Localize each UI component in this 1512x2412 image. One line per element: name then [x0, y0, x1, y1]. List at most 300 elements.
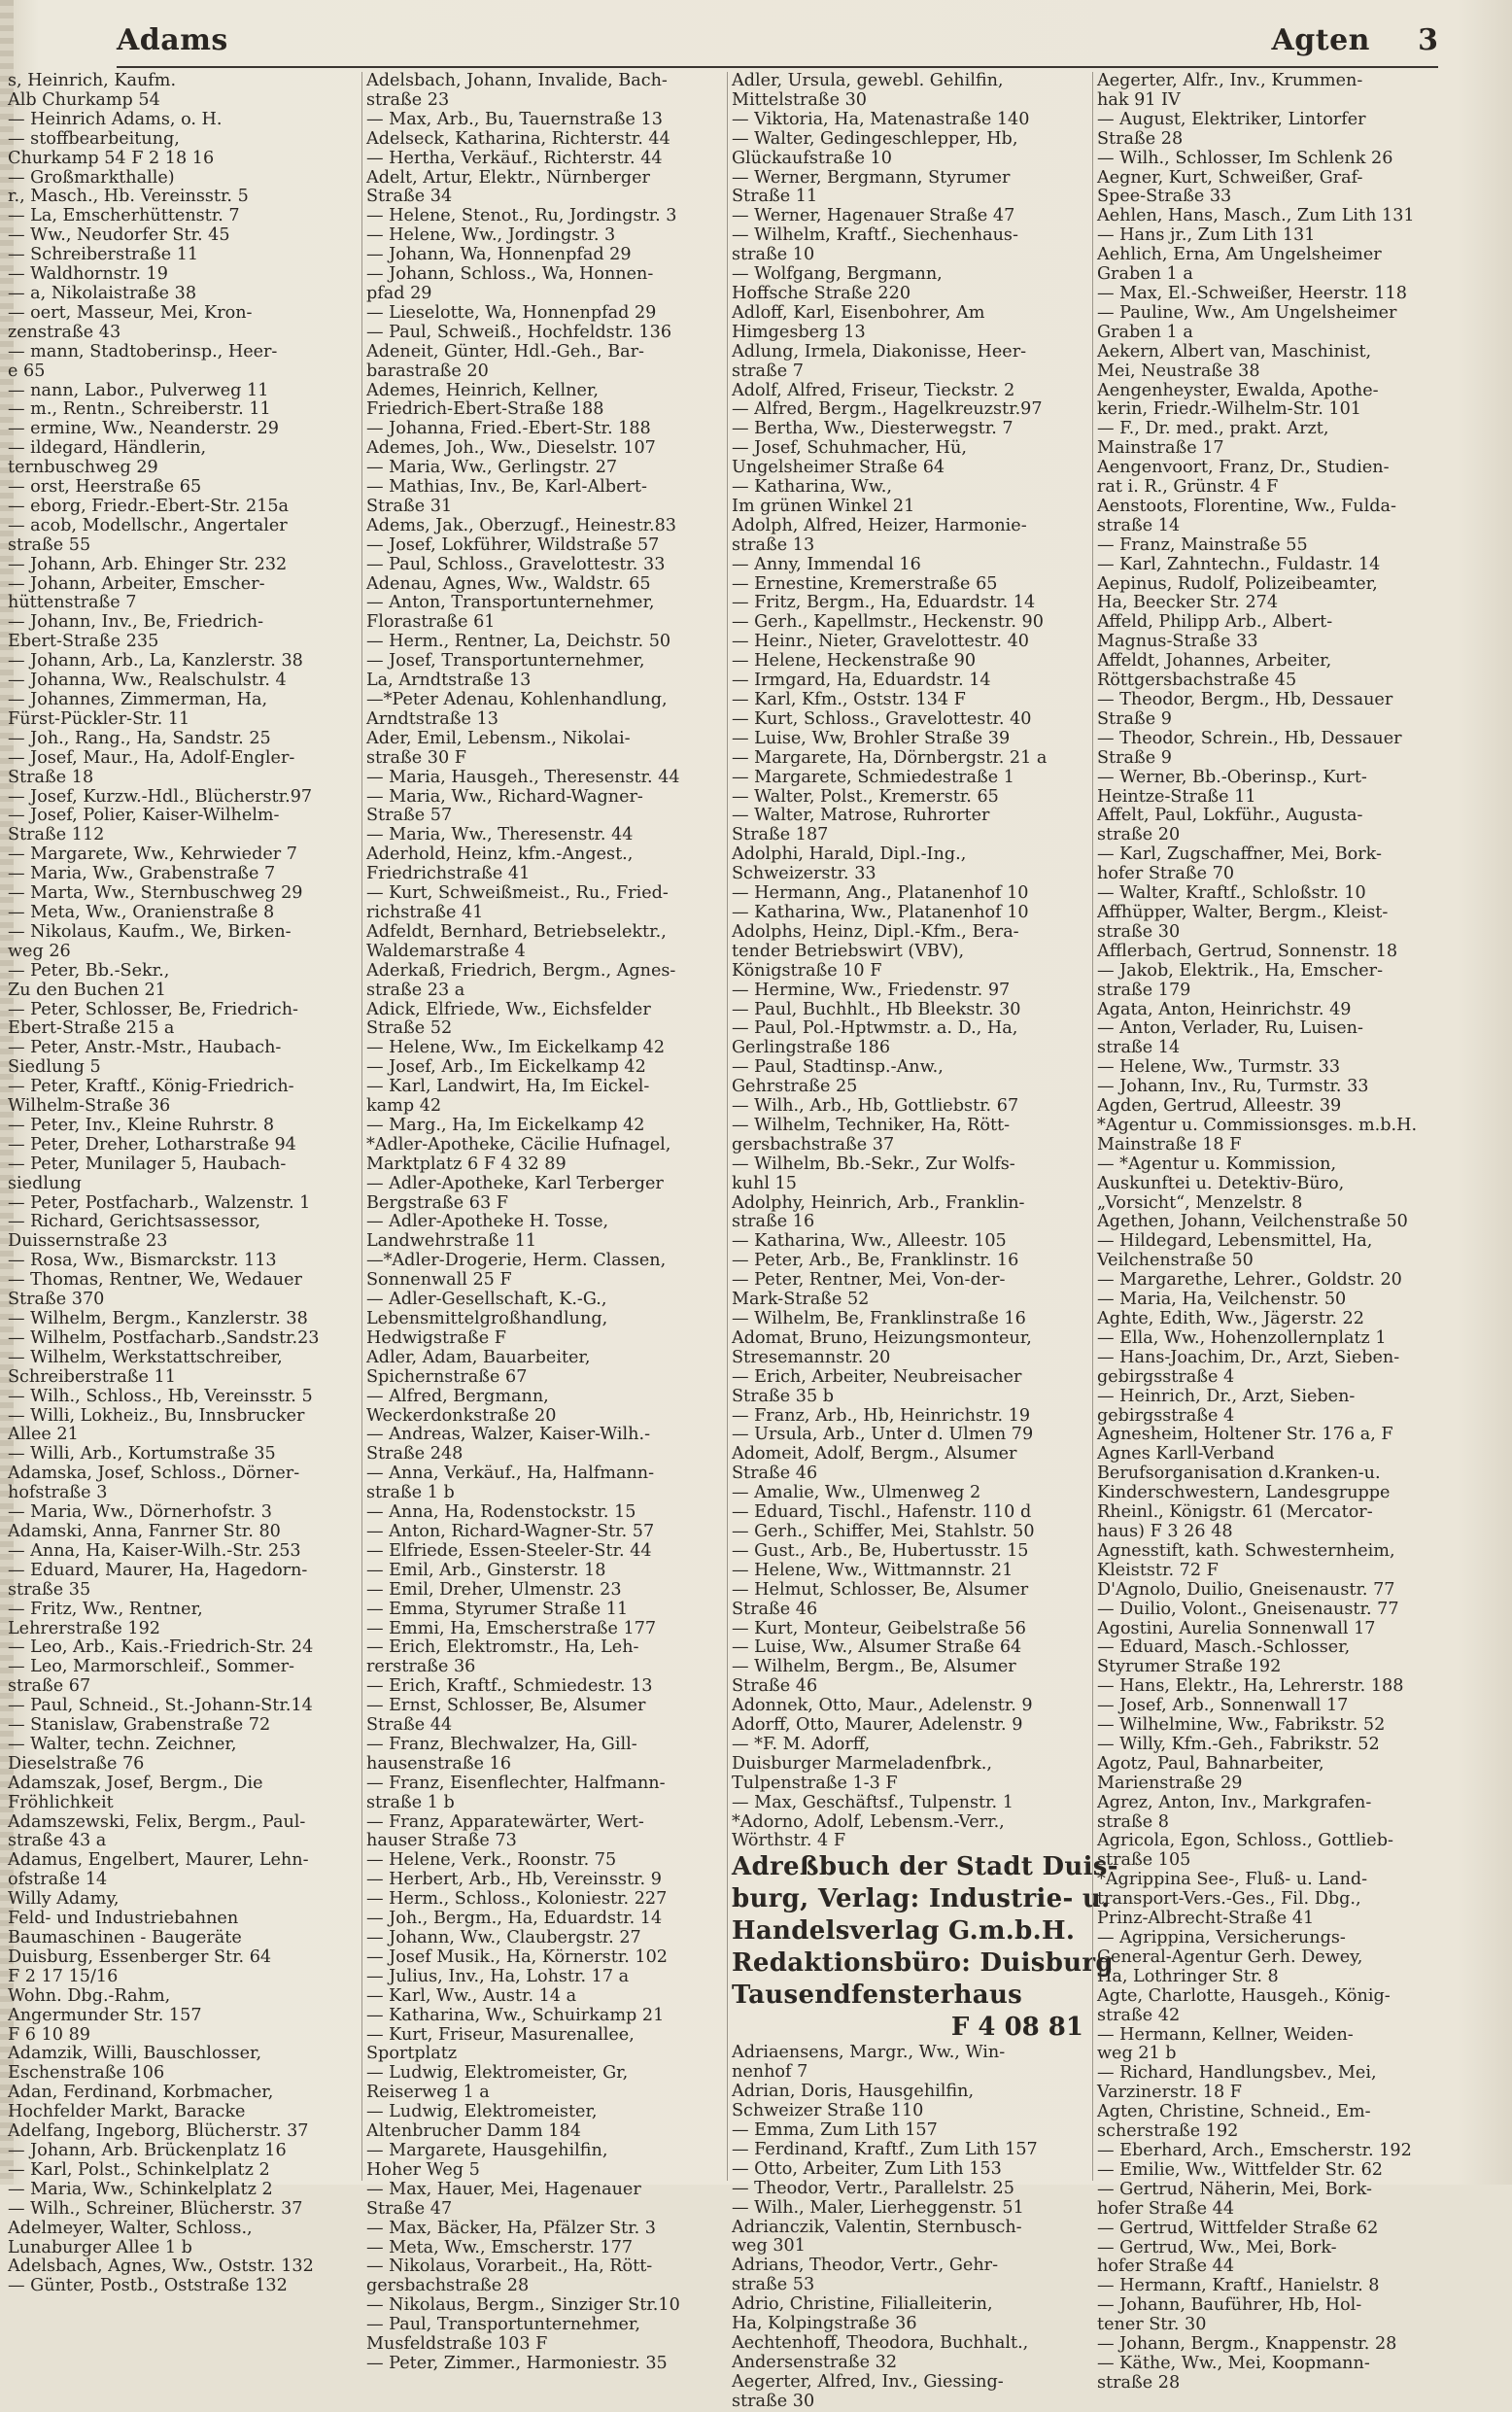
directory-entry-line: — Joh., Bergm., Ha, Eduardstr. 14	[366, 1909, 663, 1929]
directory-entry-line: — Irmgard, Ha, Eduardstr. 14	[732, 671, 991, 691]
directory-entry-line: — Johann, Schloss., Wa, Honnen-	[366, 264, 654, 285]
directory-entry-line: — Wolfgang, Bergmann,	[732, 264, 943, 285]
directory-entry-line: Veilchenstraße 50	[1097, 1251, 1254, 1271]
directory-entry-line: — Walter, Gedingeschlepper, Hb,	[732, 128, 1018, 149]
directory-entry-line: F 4 08 81	[950, 2013, 1083, 2043]
directory-entry-line: — Johann, Arb. Ehinger Str. 232	[8, 554, 288, 574]
directory-entry-line: — Karl, Ww., Austr. 14 a	[366, 1985, 577, 2006]
directory-entry-line: Adreßbuch der Stadt Duis-	[732, 1852, 1118, 1882]
directory-entry-line: — Luise, Ww., Alsumer Straße 64	[732, 1637, 1022, 1658]
directory-entry-line: Bergstraße 63 F	[366, 1192, 508, 1213]
directory-entry-line: —*Adler-Drogerie, Herm. Classen,	[366, 1251, 667, 1271]
directory-entry-line: Adamska, Josef, Schloss., Dörner-	[8, 1464, 300, 1484]
directory-entry-line: Gehrstraße 25	[732, 1077, 858, 1097]
directory-entry-line: — Maria, Ww., Theresenstr. 44	[366, 825, 634, 845]
directory-entry-line: — Maria, Ww., Richard-Wagner-	[366, 786, 643, 807]
column-2	[361, 71, 726, 2373]
directory-entry-line: — Jakob, Elektrik., Ha, Emscher-	[1097, 960, 1384, 981]
directory-entry-line: — m., Rentn., Schreiberstr. 11	[8, 399, 271, 420]
directory-entry-line: Siedlung 5	[8, 1057, 101, 1078]
directory-entry-line: Feld- und Industriebahnen	[8, 1909, 239, 1929]
directory-entry-line: Schweizerstr. 33	[732, 864, 876, 884]
directory-entry-line: Mark-Straße 52	[732, 1290, 870, 1310]
directory-entry-line: Aepinus, Rudolf, Polizeibeamter,	[1097, 573, 1378, 594]
directory-entry-line: — Waldhornstr. 19	[8, 264, 168, 285]
directory-entry-line: — Kurt, Schweißmeist., Ru., Fried-	[366, 883, 669, 904]
directory-entry-line: Straße 187	[732, 825, 829, 845]
directory-entry-line: — Erich, Arbeiter, Neubreisacher	[732, 1366, 1022, 1387]
directory-entry-line: Lebensmittelgroßhandlung,	[366, 1309, 608, 1328]
directory-entry-line: — Johann, Bergm., Knappenstr. 28	[1097, 2334, 1397, 2355]
directory-entry-line: Adamus, Engelbert, Maurer, Lehn-	[8, 1850, 309, 1871]
directory-entry-line: Altenbrucher Damm 184	[366, 2121, 581, 2142]
directory-entry-line: — Theodor, Bergm., Hb, Dessauer	[1097, 690, 1393, 709]
directory-entry-line: Hoffsche Straße 220	[732, 283, 911, 303]
directory-entry-line: — Ludwig, Elektromeister,	[366, 2102, 598, 2122]
directory-entry-line: — Adler-Gesellschaft, K.-G.,	[366, 1290, 607, 1310]
directory-entry-line: Aengenvoort, Franz, Dr., Studien-	[1097, 458, 1390, 478]
directory-entry-line: — Maria, Ww., Schinkelplatz 2	[8, 2179, 273, 2199]
directory-entry-line: — Günter, Postb., Oststraße 132	[8, 2276, 288, 2296]
directory-entry-line: straße 23 a	[366, 980, 465, 1000]
directory-entry-line: *Adler-Apotheke, Cäcilie Hufnagel,	[366, 1134, 671, 1154]
directory-entry-line: — Wilhelm, Kraftf., Siechenhaus-	[732, 225, 1018, 246]
directory-entry-line: — Heinrich, Dr., Arzt, Sieben-	[1097, 1386, 1356, 1406]
directory-entry-line: Aderhold, Heinz, kfm.-Angest.,	[366, 844, 634, 865]
directory-entry-line: — Wilh., Schreiner, Blücherstr. 37	[8, 2198, 303, 2219]
header-last-name: Agten	[1271, 23, 1370, 57]
directory-entry-line: — Johannes, Zimmerman, Ha,	[8, 690, 268, 709]
directory-entry-line: — Bertha, Ww., Diesterwegstr. 7	[732, 419, 1014, 439]
directory-entry-line: Ha, Kolpingstraße 36	[732, 2314, 917, 2334]
directory-entry-line: weg 21 b	[1097, 2044, 1177, 2064]
directory-entry-line: Straße 46	[732, 1599, 818, 1619]
directory-entry-line: — Meta, Ww., Oranienstraße 8	[8, 902, 275, 922]
directory-entry-line: Angermunder Str. 157	[8, 2005, 202, 2025]
directory-entry-line: Schreiberstraße 11	[8, 1366, 176, 1387]
directory-entry-line: — Wilhelm, Techniker, Ha, Rött-	[732, 1115, 1011, 1135]
directory-entry-line: General-Agentur Gerh. Dewey,	[1097, 1947, 1363, 1967]
directory-entry-line: — Agrippina, Versicherungs-	[1097, 1928, 1346, 1947]
directory-entry-line: — Elfriede, Essen-Steeler-Str. 44	[366, 1540, 652, 1561]
directory-entry-line: Agricola, Egon, Schloss., Gottlieb-	[1097, 1831, 1393, 1851]
directory-entry-line: — Kurt, Schloss., Gravelottestr. 40	[732, 708, 1032, 729]
directory-entry-line: Andersenstraße 32	[732, 2352, 898, 2372]
directory-entry-line: Adriaensens, Margr., Ww., Win-	[732, 2043, 1006, 2063]
directory-entry-line: Straße 44	[366, 1715, 453, 1736]
directory-entry-line: — Richard, Handlungsbev., Mei,	[1097, 2063, 1377, 2084]
directory-entry-line: ofstraße 14	[8, 1870, 108, 1890]
directory-entry-line: Hochfelder Markt, Baracke	[8, 2102, 246, 2122]
directory-entry-line: — Walter, Matrose, Ruhrorter	[732, 806, 990, 826]
directory-entry-line: straße 42	[1097, 2005, 1181, 2025]
directory-columns	[8, 71, 1436, 2411]
directory-entry-line: — Marg., Ha, Im Eickelkamp 42	[366, 1115, 645, 1135]
directory-entry-line: straße 30 F	[366, 747, 466, 768]
directory-entry-line: zenstraße 43	[8, 322, 121, 342]
directory-entry-line: — Peter, Rentner, Mei, Von-der-	[732, 1270, 1006, 1291]
directory-entry-line: straße 7	[732, 361, 804, 381]
directory-entry-line: — Kurt, Friseur, Masurenallee,	[366, 2024, 635, 2045]
directory-entry-line: Straße 370	[8, 1290, 105, 1310]
directory-entry-line: — Josef, Maur., Ha, Adolf-Engler-	[8, 747, 295, 768]
directory-entry-line: Adonnek, Otto, Maur., Adelenstr. 9	[732, 1696, 1033, 1716]
directory-entry-line: *Agentur u. Commissionsges. m.b.H.	[1097, 1115, 1418, 1135]
column-4	[1092, 71, 1459, 2393]
directory-entry-line: — Margarete, Ww., Kehrwieder 7	[8, 844, 297, 865]
directory-entry-line: — Maria, Ww., Grabenstraße 7	[8, 864, 276, 884]
directory-entry-line: siedlung	[8, 1173, 82, 1193]
directory-entry-line: Straße 31	[366, 496, 453, 516]
directory-entry-line: — Helene, Heckenstraße 90	[732, 651, 977, 672]
directory-entry-line: Ebert-Straße 215 a	[8, 1018, 175, 1039]
directory-entry-line: haus) F 3 26 48	[1097, 1521, 1233, 1541]
directory-entry-line: Affeld, Philipp Arb., Albert-	[1097, 612, 1333, 633]
directory-entry-line: — Gertrud, Wittfelder Straße 62	[1097, 2218, 1379, 2238]
directory-entry-line: — ildegard, Händlerin,	[8, 438, 207, 459]
directory-entry-line: Sonnenwall 25 F	[366, 1270, 512, 1291]
directory-entry-line: — Peter, Arb., Be, Franklinstr. 16	[732, 1251, 1019, 1271]
directory-entry-line: Kinderschwestern, Landesgruppe	[1097, 1483, 1391, 1503]
directory-entry-line: — Hertha, Verkäuf., Richterstr. 44	[366, 148, 663, 168]
directory-entry-line: La, Arndtstraße 13	[366, 671, 532, 691]
directory-entry-line: — Paul, Schneid., St.-Johann-Str.14	[8, 1696, 313, 1716]
directory-entry-line: hak 91 IV	[1097, 89, 1181, 110]
directory-entry-line: Straße 46	[732, 1676, 818, 1697]
directory-entry-line: Fröhlichkeit	[8, 1792, 114, 1812]
directory-entry-line: — Josef, Kurzw.-Hdl., Blücherstr.97	[8, 786, 313, 807]
directory-entry-line: — Maria, Ww., Gerlingstr. 27	[366, 458, 618, 478]
directory-entry-line: — Emil, Arb., Ginsterstr. 18	[366, 1560, 606, 1580]
directory-entry-line: Straße 9	[1097, 708, 1172, 729]
directory-entry-line: — Leo, Marmorschleif., Sommer-	[8, 1657, 294, 1677]
header-first-name: Adams	[117, 23, 228, 57]
directory-entry-line: Affelt, Paul, Lokführ., Augusta-	[1097, 806, 1363, 826]
directory-entry-line: — Katharina, Ww., Platanenhof 10	[732, 902, 1029, 922]
directory-entry-line: Marktplatz 6 F 4 32 89	[366, 1154, 567, 1174]
directory-entry-line: — Helene, Verk., Roonstr. 75	[366, 1850, 617, 1871]
directory-entry-line: Adamski, Anna, Fanrner Str. 80	[8, 1521, 281, 1541]
directory-entry-line: Hoher Weg 5	[366, 2159, 480, 2180]
directory-entry-line: — Anton, Richard-Wagner-Str. 57	[366, 1521, 655, 1541]
directory-entry-line: — Erich, Kraftf., Schmiedestr. 13	[366, 1676, 653, 1697]
directory-entry-line: — Margarete, Hausgehilfin,	[366, 2140, 608, 2160]
directory-entry-line: Spichernstraße 67	[366, 1366, 528, 1387]
directory-entry-line: — Nikolaus, Kaufm., We, Birken-	[8, 921, 292, 942]
directory-entry-line: Adomat, Bruno, Heizungsmonteur,	[732, 1327, 1032, 1348]
directory-entry-line: Graben 1 a	[1097, 322, 1193, 342]
directory-entry-line: Wörthstr. 4 F	[732, 1831, 846, 1851]
directory-entry-line: straße 1 b	[366, 1483, 455, 1503]
directory-entry-line: Ha, Lothringer Str. 8	[1097, 1966, 1279, 1986]
directory-entry-line: *Agrippina See-, Fluß- u. Land-	[1097, 1870, 1368, 1890]
directory-entry-line: — Josef, Arb., Sonnenwall 17	[1097, 1696, 1349, 1716]
directory-entry-line: — Nikolaus, Bergm., Sinziger Str.10	[366, 2295, 680, 2316]
directory-entry-line: — Walter, Polst., Kremerstr. 65	[732, 786, 999, 807]
directory-entry-line: Mainstraße 18 F	[1097, 1134, 1242, 1154]
directory-entry-line: — Eberhard, Arch., Emscherstr. 192	[1097, 2140, 1412, 2160]
directory-entry-line: Sportplatz	[366, 2044, 458, 2064]
directory-entry-line: — ermine, Ww., Neanderstr. 29	[8, 419, 279, 439]
directory-entry-line: kuhl 15	[732, 1173, 797, 1193]
directory-entry-line: — Lieselotte, Wa, Honnenpfad 29	[366, 302, 657, 323]
directory-entry-line: Adelmeyer, Walter, Schloss.,	[8, 2218, 253, 2238]
directory-entry-line: — Heinrich Adams, o. H.	[8, 109, 223, 129]
directory-entry-line: Adrians, Theodor, Vertr., Gehr-	[732, 2256, 999, 2276]
directory-entry-line: Aegerter, Alfred, Inv., Giessing-	[732, 2371, 1004, 2392]
directory-entry-line: — Ernestine, Kremerstraße 65	[732, 573, 998, 594]
directory-entry-line: Agnesheim, Holtener Str. 176 a, F	[1097, 1425, 1393, 1445]
directory-entry-line: Aengenheyster, Ewalda, Apothe-	[1097, 380, 1379, 400]
directory-entry-line: Redaktionsbüro: Duisburg	[732, 1948, 1114, 1979]
directory-entry-line: Röttgersbachstraße 45	[1097, 671, 1297, 691]
directory-entry-line: nenhof 7	[732, 2062, 808, 2083]
directory-entry-line: Agostini, Aurelia Sonnenwall 17	[1097, 1618, 1376, 1638]
directory-entry-line: — Willi, Lokheiz., Bu, Innsbrucker	[8, 1405, 305, 1426]
directory-entry-line: — Thomas, Rentner, We, Wedauer	[8, 1270, 302, 1291]
directory-entry-line: Königstraße 10 F	[732, 960, 882, 981]
directory-entry-line: Agden, Gertrud, Alleestr. 39	[1097, 1096, 1342, 1117]
directory-entry-line: — Peter, Schlosser, Be, Friedrich-	[8, 999, 298, 1019]
directory-entry-line: gersbachstraße 28	[366, 2276, 530, 2296]
directory-entry-line: kerin, Friedr.-Wilhelm-Str. 101	[1097, 399, 1361, 420]
directory-entry-line: — Johann, Arb., La, Kanzlerstr. 38	[8, 651, 303, 672]
directory-entry-line: — Josef Musik., Ha, Körnerstr. 102	[366, 1947, 669, 1967]
directory-entry-line: — Anny, Immendal 16	[732, 554, 921, 574]
directory-entry-line: — Max, Geschäftsf., Tulpenstr. 1	[732, 1792, 1014, 1812]
directory-entry-line: Churkamp 54 F 2 18 16	[8, 148, 215, 168]
directory-entry-line: Aehlen, Hans, Masch., Zum Lith 131	[1097, 206, 1415, 226]
directory-entry-line: Wilhelm-Straße 36	[8, 1096, 171, 1117]
directory-entry-line: Straße 11	[732, 187, 818, 207]
directory-entry-line: Rheinl., Königstr. 61 (Mercator-	[1097, 1502, 1373, 1523]
directory-entry-line: Straße 34	[366, 187, 453, 207]
directory-entry-line: Adolph, Alfred, Heizer, Harmonie-	[732, 515, 1027, 535]
directory-entry-line: pfad 29	[366, 283, 432, 303]
directory-entry-line: — Pauline, Ww., Am Ungelsheimer	[1097, 302, 1397, 323]
directory-entry-line: Eschenstraße 106	[8, 2063, 165, 2084]
directory-entry-line: — Johann, Ww., Claubergstr. 27	[366, 1928, 641, 1947]
directory-entry-line: Kleiststr. 72 F	[1097, 1560, 1219, 1580]
directory-entry-line: Adolphy, Heinrich, Arb., Franklin-	[732, 1192, 1025, 1213]
directory-entry-line: — Wilhelm, Bergm., Be, Alsumer	[732, 1657, 1016, 1677]
directory-entry-line: F 2 17 15/16	[8, 1966, 119, 1986]
directory-entry-line: scherstraße 192	[1097, 2121, 1239, 2142]
directory-entry-line: Ademes, Heinrich, Kellner,	[366, 380, 599, 400]
directory-entry-line: Spee-Straße 33	[1097, 187, 1232, 207]
directory-entry-line: Ungelsheimer Straße 64	[732, 458, 945, 478]
directory-entry-line: — orst, Heerstraße 65	[8, 477, 202, 498]
directory-entry-line: — Heinr., Nieter, Gravelottestr. 40	[732, 632, 1029, 652]
directory-entry-line: Adolphi, Harald, Dipl.-Ing.,	[732, 844, 967, 865]
directory-entry-line: — Anton, Transportunternehmer,	[366, 593, 655, 613]
directory-entry-line: Adlung, Irmela, Diakonisse, Heer-	[732, 341, 1027, 362]
directory-entry-line: — acob, Modellschr., Angertaler	[8, 515, 288, 535]
directory-entry-line: — Eduard, Tischl., Hafenstr. 110 d	[732, 1502, 1032, 1523]
directory-entry-line: weg 26	[8, 941, 71, 961]
directory-entry-line: straße 14	[1097, 515, 1181, 535]
directory-entry-line: — Mathias, Inv., Be, Karl-Albert-	[366, 477, 647, 498]
directory-entry-line: — Adler-Apotheke H. Tosse,	[366, 1212, 609, 1232]
directory-entry-line: — Paul, Buchhlt., Hb Bleekstr. 30	[732, 999, 1021, 1019]
directory-entry-line: — Franz, Apparatewärter, Wert-	[366, 1811, 644, 1832]
directory-entry-line: — Anton, Verlader, Ru, Luisen-	[1097, 1018, 1363, 1039]
directory-entry-line: — Johann, Arbeiter, Emscher-	[8, 573, 265, 594]
directory-entry-line: — Käthe, Ww., Mei, Koopmann-	[1097, 2353, 1370, 2373]
directory-entry-line: straße 16	[732, 1212, 815, 1232]
directory-entry-line: straße 14	[1097, 1038, 1181, 1058]
directory-entry-line: — Anna, Verkäuf., Ha, Halfmann-	[366, 1464, 655, 1484]
directory-entry-line: — Franz, Blechwalzer, Ha, Gill-	[366, 1734, 637, 1754]
directory-entry-line: Duisburger Marmeladenfbrk.,	[732, 1753, 992, 1774]
directory-entry-line: — a, Nikolaistraße 38	[8, 283, 197, 303]
directory-entry-line: — Johann, Bauführer, Hb, Hol-	[1097, 2295, 1362, 2316]
directory-entry-line: — Helene, Ww., Wittmannstr. 21	[732, 1560, 1014, 1580]
directory-entry-line: Duissernstraße 23	[8, 1231, 168, 1252]
directory-entry-line: — Gertrud, Ww., Mei, Bork-	[1097, 2237, 1337, 2257]
directory-entry-line: Adelt, Artur, Elektr., Nürnberger	[366, 167, 650, 188]
directory-entry-line: Adeneit, Günter, Hdl.-Geh., Bar-	[366, 341, 644, 362]
directory-entry-line: — Max, Hauer, Mei, Hagenauer	[366, 2179, 641, 2199]
directory-entry-line: Marienstraße 29	[1097, 1773, 1243, 1793]
directory-entry-line: — Franz, Mainstraße 55	[1097, 534, 1308, 555]
directory-entry-line: — Ludwig, Elektromeister, Gr,	[366, 2063, 629, 2084]
directory-entry-line: — Herm., Schloss., Koloniestr. 227	[366, 1889, 668, 1910]
directory-entry-line: straße 30	[1097, 921, 1181, 942]
directory-entry-line: straße 43 a	[8, 1831, 107, 1851]
directory-entry-line: Friedrich-Ebert-Straße 188	[366, 399, 604, 420]
directory-entry-line: straße 28	[1097, 2372, 1181, 2393]
directory-entry-line: — Anna, Ha, Kaiser-Wilh.-Str. 253	[8, 1540, 301, 1561]
directory-entry-line: straße 20	[1097, 825, 1181, 845]
directory-entry-line: — Franz, Eisenflechter, Halfmann-	[366, 1773, 666, 1793]
directory-entry-line: Adrio, Christine, Filialleiterin,	[732, 2294, 993, 2315]
directory-entry-line: gersbachstraße 37	[732, 1134, 895, 1154]
directory-entry-line: Straße 52	[366, 1018, 453, 1039]
directory-entry-line: — Franz, Arb., Hb, Heinrichstr. 19	[732, 1405, 1031, 1426]
directory-entry-line: Agnes Karll-Verband	[1097, 1444, 1275, 1464]
directory-entry-line: — oert, Masseur, Mei, Kron-	[8, 302, 253, 323]
directory-entry-line: Agata, Anton, Heinrichstr. 49	[1097, 999, 1352, 1019]
directory-entry-line: — Theodor, Schrein., Hb, Dessauer	[1097, 728, 1402, 748]
directory-entry-line: — Peter, Munilager 5, Haubach-	[8, 1154, 287, 1174]
directory-entry-line: Straße 112	[8, 825, 105, 845]
directory-entry-line: Alb Churkamp 54	[8, 89, 160, 110]
directory-entry-line: straße 8	[1097, 1811, 1169, 1832]
directory-entry-line: Hedwigstraße F	[366, 1327, 506, 1348]
directory-entry-line: Ader, Emil, Lebensm., Nikolai-	[366, 728, 631, 748]
directory-entry-line: — Hans jr., Zum Lith 131	[1097, 225, 1316, 246]
directory-entry-line: Ebert-Straße 235	[8, 632, 159, 652]
directory-entry-line: F 6 10 89	[8, 2024, 90, 2045]
directory-entry-line: Weckerdonkstraße 20	[366, 1405, 557, 1426]
directory-entry-line: — Erich, Elektromstr., Ha, Leh-	[366, 1637, 639, 1658]
page-number: 3	[1418, 23, 1438, 57]
directory-entry-line: Aekern, Albert van, Maschinist,	[1097, 341, 1372, 362]
directory-entry-line: — Hildegard, Lebensmittel, Ha,	[1097, 1231, 1373, 1252]
directory-entry-line: Allee 21	[8, 1425, 79, 1445]
directory-entry-line: — mann, Stadtoberinsp., Heer-	[8, 341, 278, 362]
directory-entry-line: — Emma, Styrumer Straße 11	[366, 1599, 629, 1619]
directory-entry-line: Fürst-Pückler-Str. 11	[8, 708, 190, 729]
directory-entry-line: — Josef, Transportunternehmer,	[366, 651, 645, 672]
directory-entry-line: Adloff, Karl, Eisenbohrer, Am	[732, 302, 985, 323]
directory-entry-line: Straße 57	[366, 806, 453, 826]
directory-entry-line: — nann, Labor., Pulverweg 11	[8, 380, 269, 400]
directory-entry-line: Mainstraße 17	[1097, 438, 1224, 459]
directory-entry-line: Straße 248	[366, 1444, 464, 1464]
directory-entry-line: straße 30	[732, 2391, 815, 2411]
directory-entry-line: — Johanna, Ww., Realschulstr. 4	[8, 671, 287, 691]
column-3	[727, 71, 1118, 2411]
directory-entry-line: Berufsorganisation d.Kranken-u.	[1097, 1464, 1381, 1484]
directory-entry-line: Zu den Buchen 21	[8, 980, 166, 1000]
directory-entry-line: — Peter, Kraftf., König-Friedrich-	[8, 1077, 294, 1097]
directory-entry-line: Straße 47	[366, 2198, 453, 2219]
directory-entry-line: — Kurt, Monteur, Geibelstraße 56	[732, 1618, 1026, 1638]
directory-entry-line: — Helene, Stenot., Ru, Jordingstr. 3	[366, 206, 677, 226]
directory-entry-line: Straße 9	[1097, 747, 1172, 768]
directory-entry-line: — Max, El.-Schweißer, Heerstr. 118	[1097, 283, 1407, 303]
directory-entry-line: — Katharina, Ww., Schuirkamp 21	[366, 2005, 665, 2025]
directory-entry-line: — Herbert, Arb., Hb, Vereinsstr. 9	[366, 1870, 662, 1890]
directory-entry-line: Willy Adamy,	[8, 1889, 120, 1910]
directory-entry-line: — Meta, Ww., Emscherstr. 177	[366, 2237, 634, 2257]
directory-entry-line: — Alfred, Bergm., Hagelkreuzstr.97	[732, 399, 1043, 420]
directory-entry-line: — Willy, Kfm.-Geh., Fabrikstr. 52	[1097, 1734, 1380, 1754]
directory-entry-line: Varzinerstr. 18 F	[1097, 2083, 1242, 2103]
directory-entry-line: — Marta, Ww., Sternbuschweg 29	[8, 883, 303, 904]
directory-entry-line: — Karl, Landwirt, Ha, Im Eickel-	[366, 1077, 650, 1097]
directory-entry-line: — Peter, Inv., Kleine Ruhrstr. 8	[8, 1115, 275, 1135]
directory-entry-line: D'Agnolo, Duilio, Gneisenaustr. 77	[1097, 1579, 1395, 1600]
directory-entry-line: Agte, Charlotte, Hausgeh., König-	[1097, 1985, 1391, 2006]
directory-entry-line: Aehlich, Erna, Am Ungelsheimer	[1097, 245, 1382, 265]
directory-entry-line: straße 67	[8, 1676, 91, 1697]
directory-entry-line: hausenstraße 16	[366, 1753, 512, 1774]
directory-entry-line: — Emmi, Ha, Emscherstraße 177	[366, 1618, 657, 1638]
directory-entry-line: richstraße 41	[366, 902, 484, 922]
directory-entry-line: — Richard, Gerichtsassessor,	[8, 1212, 261, 1232]
directory-entry-line: Waldemarstraße 4	[366, 941, 526, 961]
directory-entry-line: Auskunftei u. Detektiv-Büro,	[1097, 1173, 1345, 1193]
directory-entry-line: — Johann, Inv., Be, Friedrich-	[8, 612, 264, 633]
directory-entry-line: — Johann, Wa, Honnenpfad 29	[366, 245, 632, 265]
directory-entry-line: — Katharina, Ww.,	[732, 477, 892, 498]
directory-entry-line: — Margarethe, Lehrer., Goldstr. 20	[1097, 1270, 1402, 1291]
directory-entry-line: — Wilhelm, Werkstattschreiber,	[8, 1347, 283, 1367]
directory-entry-line: — Willi, Arb., Kortumstraße 35	[8, 1444, 276, 1464]
directory-entry-line: Adrianczik, Valentin, Sternbusch-	[732, 2217, 1022, 2237]
directory-entry-line: straße 23	[366, 89, 450, 110]
directory-entry-line: Arndtstraße 13	[366, 708, 498, 729]
directory-entry-line: Straße 28	[1097, 128, 1184, 149]
directory-entry-line: Lunaburger Allee 1 b	[8, 2237, 192, 2257]
directory-entry-line: — Gertrud, Näherin, Mei, Bork-	[1097, 2179, 1372, 2199]
directory-entry-line: Mittelstraße 30	[732, 89, 867, 110]
directory-entry-line: — Viktoria, Ha, Matenastraße 140	[732, 109, 1030, 129]
directory-entry-line: — Hermann, Kellner, Weiden-	[1097, 2024, 1354, 2045]
directory-entry-line: Adler, Adam, Bauarbeiter,	[366, 1347, 591, 1367]
directory-entry-line: Prinz-Albrecht-Straße 41	[1097, 1909, 1315, 1929]
directory-entry-line: kamp 42	[366, 1096, 442, 1117]
directory-entry-line: Affhüpper, Walter, Bergm., Kleist-	[1097, 902, 1389, 922]
directory-entry-line: Wohn. Dbg.-Rahm,	[8, 1985, 171, 2006]
directory-entry-line: tener Str. 30	[1097, 2315, 1207, 2335]
directory-entry-line: Agten, Christine, Schneid., Em-	[1097, 2102, 1371, 2122]
directory-entry-line: — Peter, Bb.-Sekr.,	[8, 960, 170, 981]
directory-entry-line: *Adorno, Adolf, Lebensm.-Verr.,	[732, 1811, 1005, 1832]
